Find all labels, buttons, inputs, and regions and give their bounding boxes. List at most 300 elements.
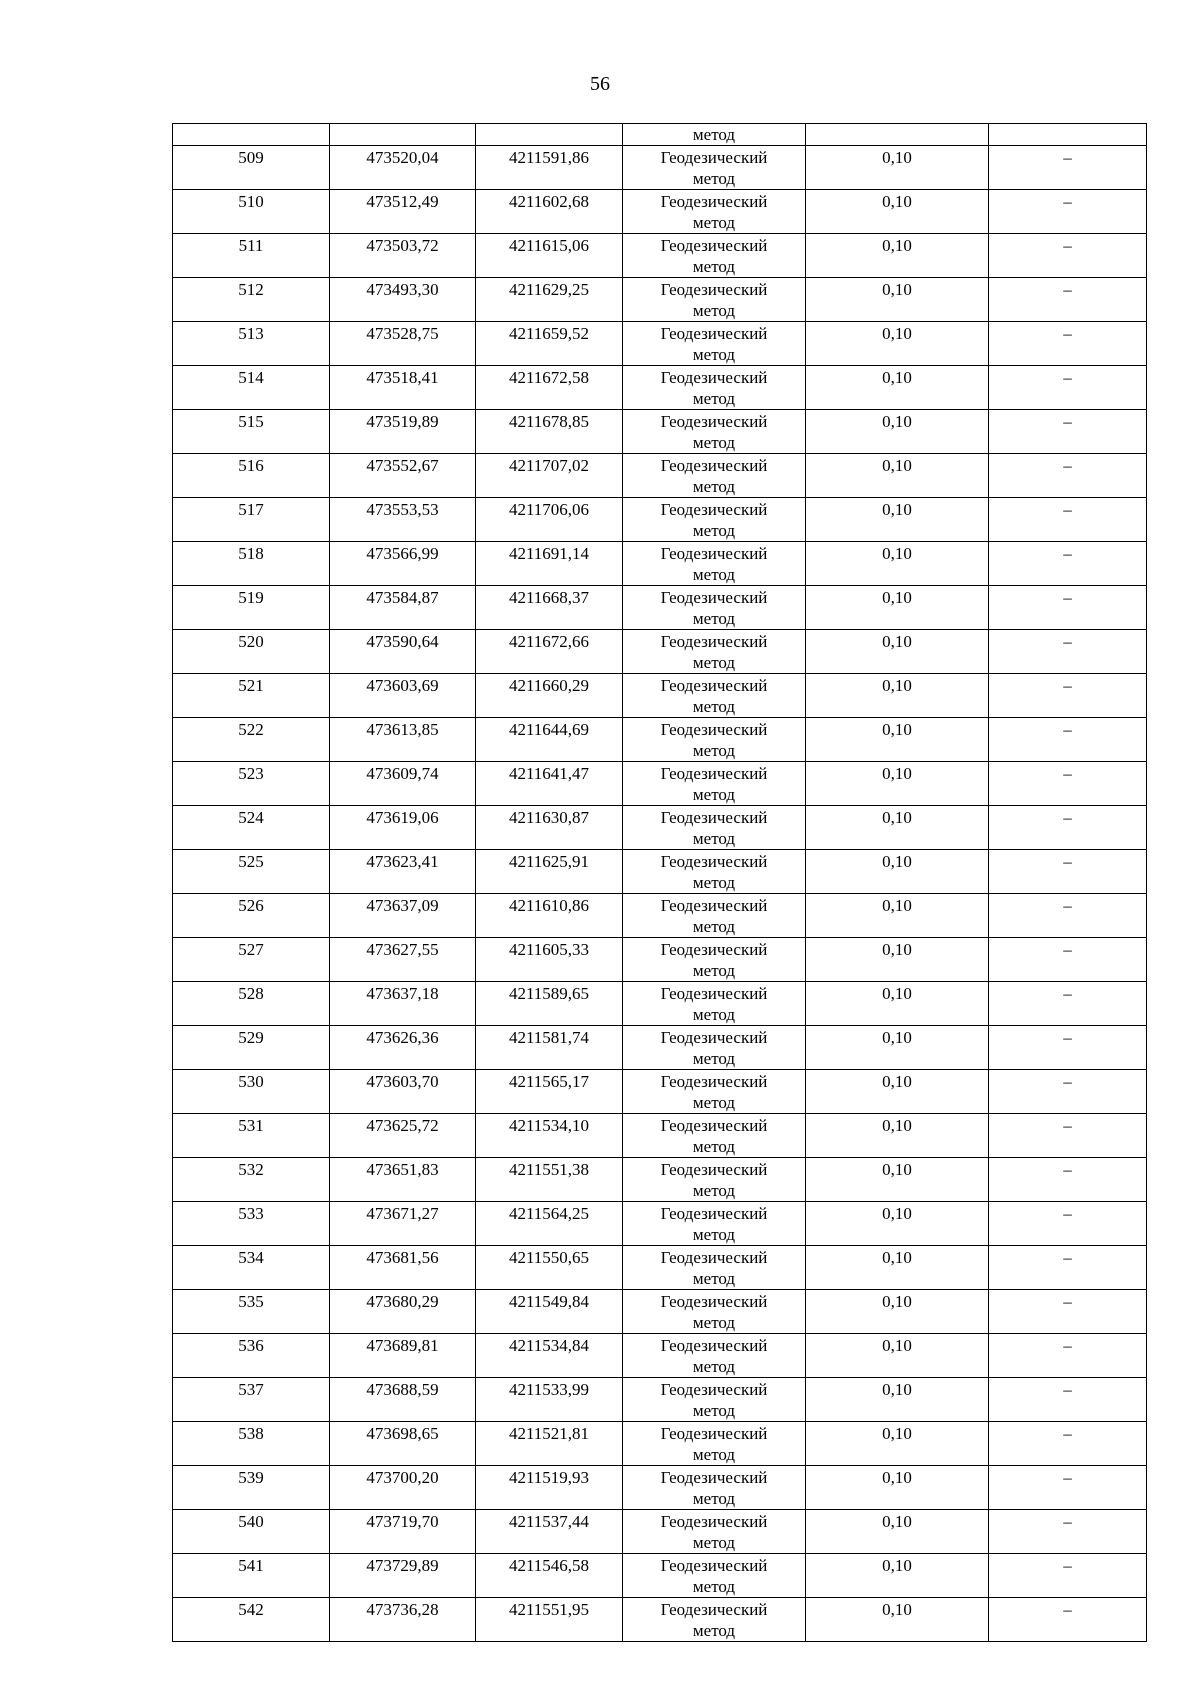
cell-y: 4211537,44: [476, 1510, 623, 1554]
method-line-1: Геодезический: [660, 368, 768, 387]
cell-note: –: [989, 1466, 1147, 1510]
method-line-1: Геодезический: [660, 1204, 768, 1223]
cell-method: [623, 366, 806, 410]
cell-y: 4211549,84: [476, 1290, 623, 1334]
method-line-2: метод: [692, 873, 736, 892]
cell-method: [623, 1598, 806, 1642]
method-line-2: метод: [692, 741, 736, 760]
cell-note: [989, 124, 1147, 146]
table-row: [173, 982, 1147, 1026]
cell-x: 473627,55: [330, 938, 476, 982]
page-number: 56: [590, 73, 610, 95]
cell-accuracy: 0,10: [806, 366, 989, 410]
method-line-1: Геодезический: [660, 1512, 768, 1531]
cell-note: –: [989, 1114, 1147, 1158]
cell-note: –: [989, 718, 1147, 762]
cell-accuracy: 0,10: [806, 1598, 989, 1642]
cell-x: 473603,70: [330, 1070, 476, 1114]
cell-method: [623, 938, 806, 982]
method-line-2: метод: [692, 1445, 736, 1464]
cell-accuracy: [806, 124, 989, 146]
cell-x: 473584,87: [330, 586, 476, 630]
cell-note: –: [989, 1510, 1147, 1554]
method-line-1: Геодезический: [660, 1028, 768, 1047]
cell-note: –: [989, 498, 1147, 542]
cell-y: 4211706,06: [476, 498, 623, 542]
cell-point-number: [173, 124, 330, 146]
cell-x: 473680,29: [330, 1290, 476, 1334]
method-line-2: метод: [692, 785, 736, 804]
cell-y: 4211678,85: [476, 410, 623, 454]
method-line-2: метод: [692, 1621, 736, 1640]
cell-accuracy: 0,10: [806, 850, 989, 894]
cell-accuracy: 0,10: [806, 410, 989, 454]
cell-method: [623, 1114, 806, 1158]
cell-x: 473700,20: [330, 1466, 476, 1510]
cell-x: 473603,69: [330, 674, 476, 718]
method-line-1: Геодезический: [660, 852, 768, 871]
method-line-2: метод: [692, 169, 736, 188]
cell-point-number: 517: [173, 498, 330, 542]
table-row: [173, 366, 1147, 410]
cell-x: 473520,04: [330, 146, 476, 190]
cell-note: –: [989, 1378, 1147, 1422]
table-row: [173, 454, 1147, 498]
table-row: [173, 1422, 1147, 1466]
table-row: [173, 234, 1147, 278]
cell-method: [623, 718, 806, 762]
cell-method: [623, 1070, 806, 1114]
table-row: [173, 542, 1147, 586]
cell-note: –: [989, 322, 1147, 366]
method-line-2: метод: [692, 301, 736, 320]
method-line-1: Геодезический: [660, 896, 768, 915]
table-row: [173, 1246, 1147, 1290]
cell-method: [623, 894, 806, 938]
cell-x: 473609,74: [330, 762, 476, 806]
cell-accuracy: 0,10: [806, 1114, 989, 1158]
cell-x: 473512,49: [330, 190, 476, 234]
cell-method: [623, 1246, 806, 1290]
cell-point-number: 515: [173, 410, 330, 454]
continuation-row: [173, 124, 1147, 146]
method-line-2: метод: [692, 345, 736, 364]
cell-method: [623, 1378, 806, 1422]
method-line-1: Геодезический: [660, 236, 768, 255]
method-line-2: метод: [692, 961, 736, 980]
method-line-1: Геодезический: [660, 412, 768, 431]
cell-method: [623, 806, 806, 850]
method-line-2: метод: [692, 697, 736, 716]
cell-note: –: [989, 1334, 1147, 1378]
cell-y: 4211589,65: [476, 982, 623, 1026]
cell-method: [623, 1334, 806, 1378]
method-line-2: метод: [692, 477, 736, 496]
cell-y: 4211534,84: [476, 1334, 623, 1378]
table-row: [173, 1466, 1147, 1510]
method-line-1: Геодезический: [660, 1248, 768, 1267]
cell-x: 473552,67: [330, 454, 476, 498]
table-row: [173, 146, 1147, 190]
table-row: [173, 322, 1147, 366]
cell-method: [623, 586, 806, 630]
cell-point-number: 535: [173, 1290, 330, 1334]
cell-method: [623, 1510, 806, 1554]
cell-accuracy: 0,10: [806, 1378, 989, 1422]
method-line-2: метод: [692, 1269, 736, 1288]
method-line-2: метод: [692, 1049, 736, 1068]
cell-method: [623, 542, 806, 586]
table-row: [173, 674, 1147, 718]
cell-accuracy: 0,10: [806, 1070, 989, 1114]
cell-point-number: 516: [173, 454, 330, 498]
method-line-2: метод: [692, 1489, 736, 1508]
method-line-1: Геодезический: [660, 1468, 768, 1487]
cell-point-number: 542: [173, 1598, 330, 1642]
table-row: [173, 1378, 1147, 1422]
cell-y: 4211546,58: [476, 1554, 623, 1598]
cell-note: –: [989, 278, 1147, 322]
cell-x: 473553,53: [330, 498, 476, 542]
cell-accuracy: 0,10: [806, 454, 989, 498]
cell-method: [623, 234, 806, 278]
cell-x: 473736,28: [330, 1598, 476, 1642]
cell-accuracy: 0,10: [806, 894, 989, 938]
cell-method: [623, 1158, 806, 1202]
cell-method: [623, 190, 806, 234]
method-line-2: метод: [692, 653, 736, 672]
cell-point-number: 513: [173, 322, 330, 366]
cell-point-number: 528: [173, 982, 330, 1026]
method-line-1: Геодезический: [660, 1600, 768, 1619]
cell-note: –: [989, 366, 1147, 410]
cell-x: 473651,83: [330, 1158, 476, 1202]
cell-point-number: 526: [173, 894, 330, 938]
cell-accuracy: 0,10: [806, 190, 989, 234]
cell-y: 4211629,25: [476, 278, 623, 322]
table-row: [173, 190, 1147, 234]
method-line-1: Геодезический: [660, 1072, 768, 1091]
cell-y: 4211534,10: [476, 1114, 623, 1158]
cell-note: –: [989, 1070, 1147, 1114]
cell-point-number: 511: [173, 234, 330, 278]
cell-accuracy: 0,10: [806, 718, 989, 762]
table-row: [173, 630, 1147, 674]
table-row: [173, 1334, 1147, 1378]
method-line-2: метод: [692, 521, 736, 540]
cell-method: [623, 630, 806, 674]
cell-accuracy: 0,10: [806, 234, 989, 278]
method-line-2: метод: [692, 1181, 736, 1200]
table-row: [173, 938, 1147, 982]
method-line-1: Геодезический: [660, 1292, 768, 1311]
cell-note: –: [989, 762, 1147, 806]
table-row: [173, 1070, 1147, 1114]
cell-point-number: 541: [173, 1554, 330, 1598]
method-line-1: Геодезический: [660, 148, 768, 167]
cell-x: 473566,99: [330, 542, 476, 586]
cell-point-number: 512: [173, 278, 330, 322]
cell-point-number: 531: [173, 1114, 330, 1158]
cell-y: 4211660,29: [476, 674, 623, 718]
cell-note: –: [989, 894, 1147, 938]
cell-point-number: 527: [173, 938, 330, 982]
cell-note: –: [989, 146, 1147, 190]
cell-method: [623, 322, 806, 366]
cell-y: 4211551,38: [476, 1158, 623, 1202]
cell-accuracy: 0,10: [806, 1290, 989, 1334]
cell-method: [623, 982, 806, 1026]
method-line-1: Геодезический: [660, 764, 768, 783]
cell-x: 473689,81: [330, 1334, 476, 1378]
cell-y: 4211707,02: [476, 454, 623, 498]
table-row: [173, 1510, 1147, 1554]
cell-accuracy: 0,10: [806, 1202, 989, 1246]
cell-y: 4211605,33: [476, 938, 623, 982]
cell-method: [623, 146, 806, 190]
cell-accuracy: 0,10: [806, 322, 989, 366]
cell-method: [623, 410, 806, 454]
cell-x: 473688,59: [330, 1378, 476, 1422]
method-line-2: метод: [692, 433, 736, 452]
table-row: [173, 1290, 1147, 1334]
cell-accuracy: 0,10: [806, 586, 989, 630]
cell-note: –: [989, 1554, 1147, 1598]
cell-x: 473493,30: [330, 278, 476, 322]
cell-y: 4211581,74: [476, 1026, 623, 1070]
table-row: [173, 1114, 1147, 1158]
cell-x: 473698,65: [330, 1422, 476, 1466]
cell-accuracy: 0,10: [806, 498, 989, 542]
cell-method: [623, 1290, 806, 1334]
cell-point-number: 523: [173, 762, 330, 806]
cell-y: 4211630,87: [476, 806, 623, 850]
cell-method: [623, 850, 806, 894]
cell-accuracy: 0,10: [806, 938, 989, 982]
cell-note: –: [989, 1422, 1147, 1466]
cell-note: –: [989, 454, 1147, 498]
cell-x: 473613,85: [330, 718, 476, 762]
table-row: [173, 894, 1147, 938]
cell-y: 4211659,52: [476, 322, 623, 366]
cell-y: 4211641,47: [476, 762, 623, 806]
cell-note: –: [989, 938, 1147, 982]
cell-x: 473590,64: [330, 630, 476, 674]
cell-method: [623, 1422, 806, 1466]
cell-x: 473623,41: [330, 850, 476, 894]
table-row: [173, 762, 1147, 806]
table-row: [173, 1026, 1147, 1070]
method-line-2: метод: [692, 609, 736, 628]
table-row: [173, 806, 1147, 850]
cell-note: –: [989, 850, 1147, 894]
cell-x: 473637,09: [330, 894, 476, 938]
coordinates-table: [172, 123, 1147, 1642]
cell-accuracy: 0,10: [806, 542, 989, 586]
cell-accuracy: 0,10: [806, 1510, 989, 1554]
method-line-2: метод: [692, 257, 736, 276]
cell-method: [623, 1466, 806, 1510]
method-line-2: метод: [692, 829, 736, 848]
cell-note: –: [989, 190, 1147, 234]
cell-note: –: [989, 234, 1147, 278]
cell-point-number: 514: [173, 366, 330, 410]
cell-y: 4211672,66: [476, 630, 623, 674]
cell-x: 473625,72: [330, 1114, 476, 1158]
method-line-2: метод: [692, 565, 736, 584]
cell-y: 4211519,93: [476, 1466, 623, 1510]
cell-x: 473671,27: [330, 1202, 476, 1246]
cell-method: [623, 1554, 806, 1598]
cell-accuracy: 0,10: [806, 630, 989, 674]
cell-x: 473619,06: [330, 806, 476, 850]
cell-note: –: [989, 542, 1147, 586]
cell-y: 4211644,69: [476, 718, 623, 762]
cell-x: 473729,89: [330, 1554, 476, 1598]
method-line-1: Геодезический: [660, 808, 768, 827]
method-line-1: Геодезический: [660, 280, 768, 299]
cell-method: [623, 454, 806, 498]
cell-point-number: 509: [173, 146, 330, 190]
cell-accuracy: 0,10: [806, 146, 989, 190]
method-line-1: Геодезический: [660, 1160, 768, 1179]
table-row: [173, 718, 1147, 762]
cell-y: 4211672,58: [476, 366, 623, 410]
cell-x: 473637,18: [330, 982, 476, 1026]
cell-accuracy: 0,10: [806, 278, 989, 322]
cell-accuracy: 0,10: [806, 1026, 989, 1070]
cell-point-number: 534: [173, 1246, 330, 1290]
cell-point-number: 536: [173, 1334, 330, 1378]
cell-y: 4211615,06: [476, 234, 623, 278]
method-line-1: Геодезический: [660, 192, 768, 211]
cell-point-number: 539: [173, 1466, 330, 1510]
method-line-1: Геодезический: [660, 1336, 768, 1355]
table-row: [173, 410, 1147, 454]
cell-y: 4211625,91: [476, 850, 623, 894]
method-line-2: метод: [692, 1137, 736, 1156]
cell-y: 4211691,14: [476, 542, 623, 586]
cell-accuracy: 0,10: [806, 982, 989, 1026]
method-line-1: Геодезический: [660, 588, 768, 607]
cell-note: –: [989, 982, 1147, 1026]
table-row: [173, 586, 1147, 630]
cell-y: 4211591,86: [476, 146, 623, 190]
cell-x: 473518,41: [330, 366, 476, 410]
cell-y: 4211602,68: [476, 190, 623, 234]
method-line-2: метод: [692, 1401, 736, 1420]
method-line-1: Геодезический: [660, 632, 768, 651]
cell-point-number: 530: [173, 1070, 330, 1114]
method-line-2: метод: [692, 917, 736, 936]
cell-x: 473719,70: [330, 1510, 476, 1554]
method-line-2: метод: [692, 1093, 736, 1112]
table-row: [173, 1158, 1147, 1202]
method-line-2: метод: [692, 213, 736, 232]
cell-y: 4211551,95: [476, 1598, 623, 1642]
cell-x: 473626,36: [330, 1026, 476, 1070]
method-line-2: метод: [692, 389, 736, 408]
cell-y: 4211564,25: [476, 1202, 623, 1246]
table-row: [173, 1598, 1147, 1642]
cell-x: [330, 124, 476, 146]
cell-accuracy: 0,10: [806, 1158, 989, 1202]
cell-point-number: 537: [173, 1378, 330, 1422]
cell-method: [623, 278, 806, 322]
method-line-1: Геодезический: [660, 544, 768, 563]
method-line-2: метод: [692, 1577, 736, 1596]
cell-y: 4211550,65: [476, 1246, 623, 1290]
cell-point-number: 532: [173, 1158, 330, 1202]
cell-point-number: 521: [173, 674, 330, 718]
cell-x: 473519,89: [330, 410, 476, 454]
cell-accuracy: 0,10: [806, 762, 989, 806]
cell-note: –: [989, 410, 1147, 454]
cell-accuracy: 0,10: [806, 1246, 989, 1290]
coordinates-table-body: [173, 124, 1147, 1642]
cell-point-number: 529: [173, 1026, 330, 1070]
cell-y: 4211533,99: [476, 1378, 623, 1422]
table-row: [173, 1202, 1147, 1246]
method-line-1: Геодезический: [660, 940, 768, 959]
cell-method: метод: [623, 124, 806, 146]
cell-note: –: [989, 674, 1147, 718]
cell-x: 473503,72: [330, 234, 476, 278]
method-line-2: метод: [692, 1533, 736, 1552]
method-line-2: метод: [692, 1225, 736, 1244]
cell-point-number: 524: [173, 806, 330, 850]
cell-accuracy: 0,10: [806, 674, 989, 718]
method-line-1: Геодезический: [660, 456, 768, 475]
cell-point-number: 525: [173, 850, 330, 894]
cell-method: [623, 674, 806, 718]
method-line-2: метод: [692, 1313, 736, 1332]
cell-accuracy: 0,10: [806, 1466, 989, 1510]
cell-y: 4211565,17: [476, 1070, 623, 1114]
cell-point-number: 510: [173, 190, 330, 234]
cell-note: –: [989, 1158, 1147, 1202]
cell-note: –: [989, 1246, 1147, 1290]
cell-accuracy: 0,10: [806, 1422, 989, 1466]
table-row: [173, 278, 1147, 322]
cell-note: –: [989, 1026, 1147, 1070]
table-row: [173, 498, 1147, 542]
method-line-1: Геодезический: [660, 324, 768, 343]
method-line-2: метод: [692, 1005, 736, 1024]
cell-accuracy: 0,10: [806, 806, 989, 850]
cell-point-number: 540: [173, 1510, 330, 1554]
method-line-1: Геодезический: [660, 1424, 768, 1443]
table-row: [173, 1554, 1147, 1598]
cell-point-number: 520: [173, 630, 330, 674]
cell-note: –: [989, 586, 1147, 630]
cell-method: [623, 498, 806, 542]
method-line-1: Геодезический: [660, 720, 768, 739]
method-line-1: Геодезический: [660, 500, 768, 519]
cell-accuracy: 0,10: [806, 1334, 989, 1378]
cell-y: 4211521,81: [476, 1422, 623, 1466]
cell-note: –: [989, 1598, 1147, 1642]
method-line-1: Геодезический: [660, 984, 768, 1003]
cell-note: –: [989, 1290, 1147, 1334]
cell-method: [623, 1026, 806, 1070]
method-line-1: Геодезический: [660, 676, 768, 695]
cell-note: –: [989, 630, 1147, 674]
cell-y: 4211610,86: [476, 894, 623, 938]
cell-point-number: 538: [173, 1422, 330, 1466]
method-line-1: Геодезический: [660, 1556, 768, 1575]
cell-accuracy: 0,10: [806, 1554, 989, 1598]
